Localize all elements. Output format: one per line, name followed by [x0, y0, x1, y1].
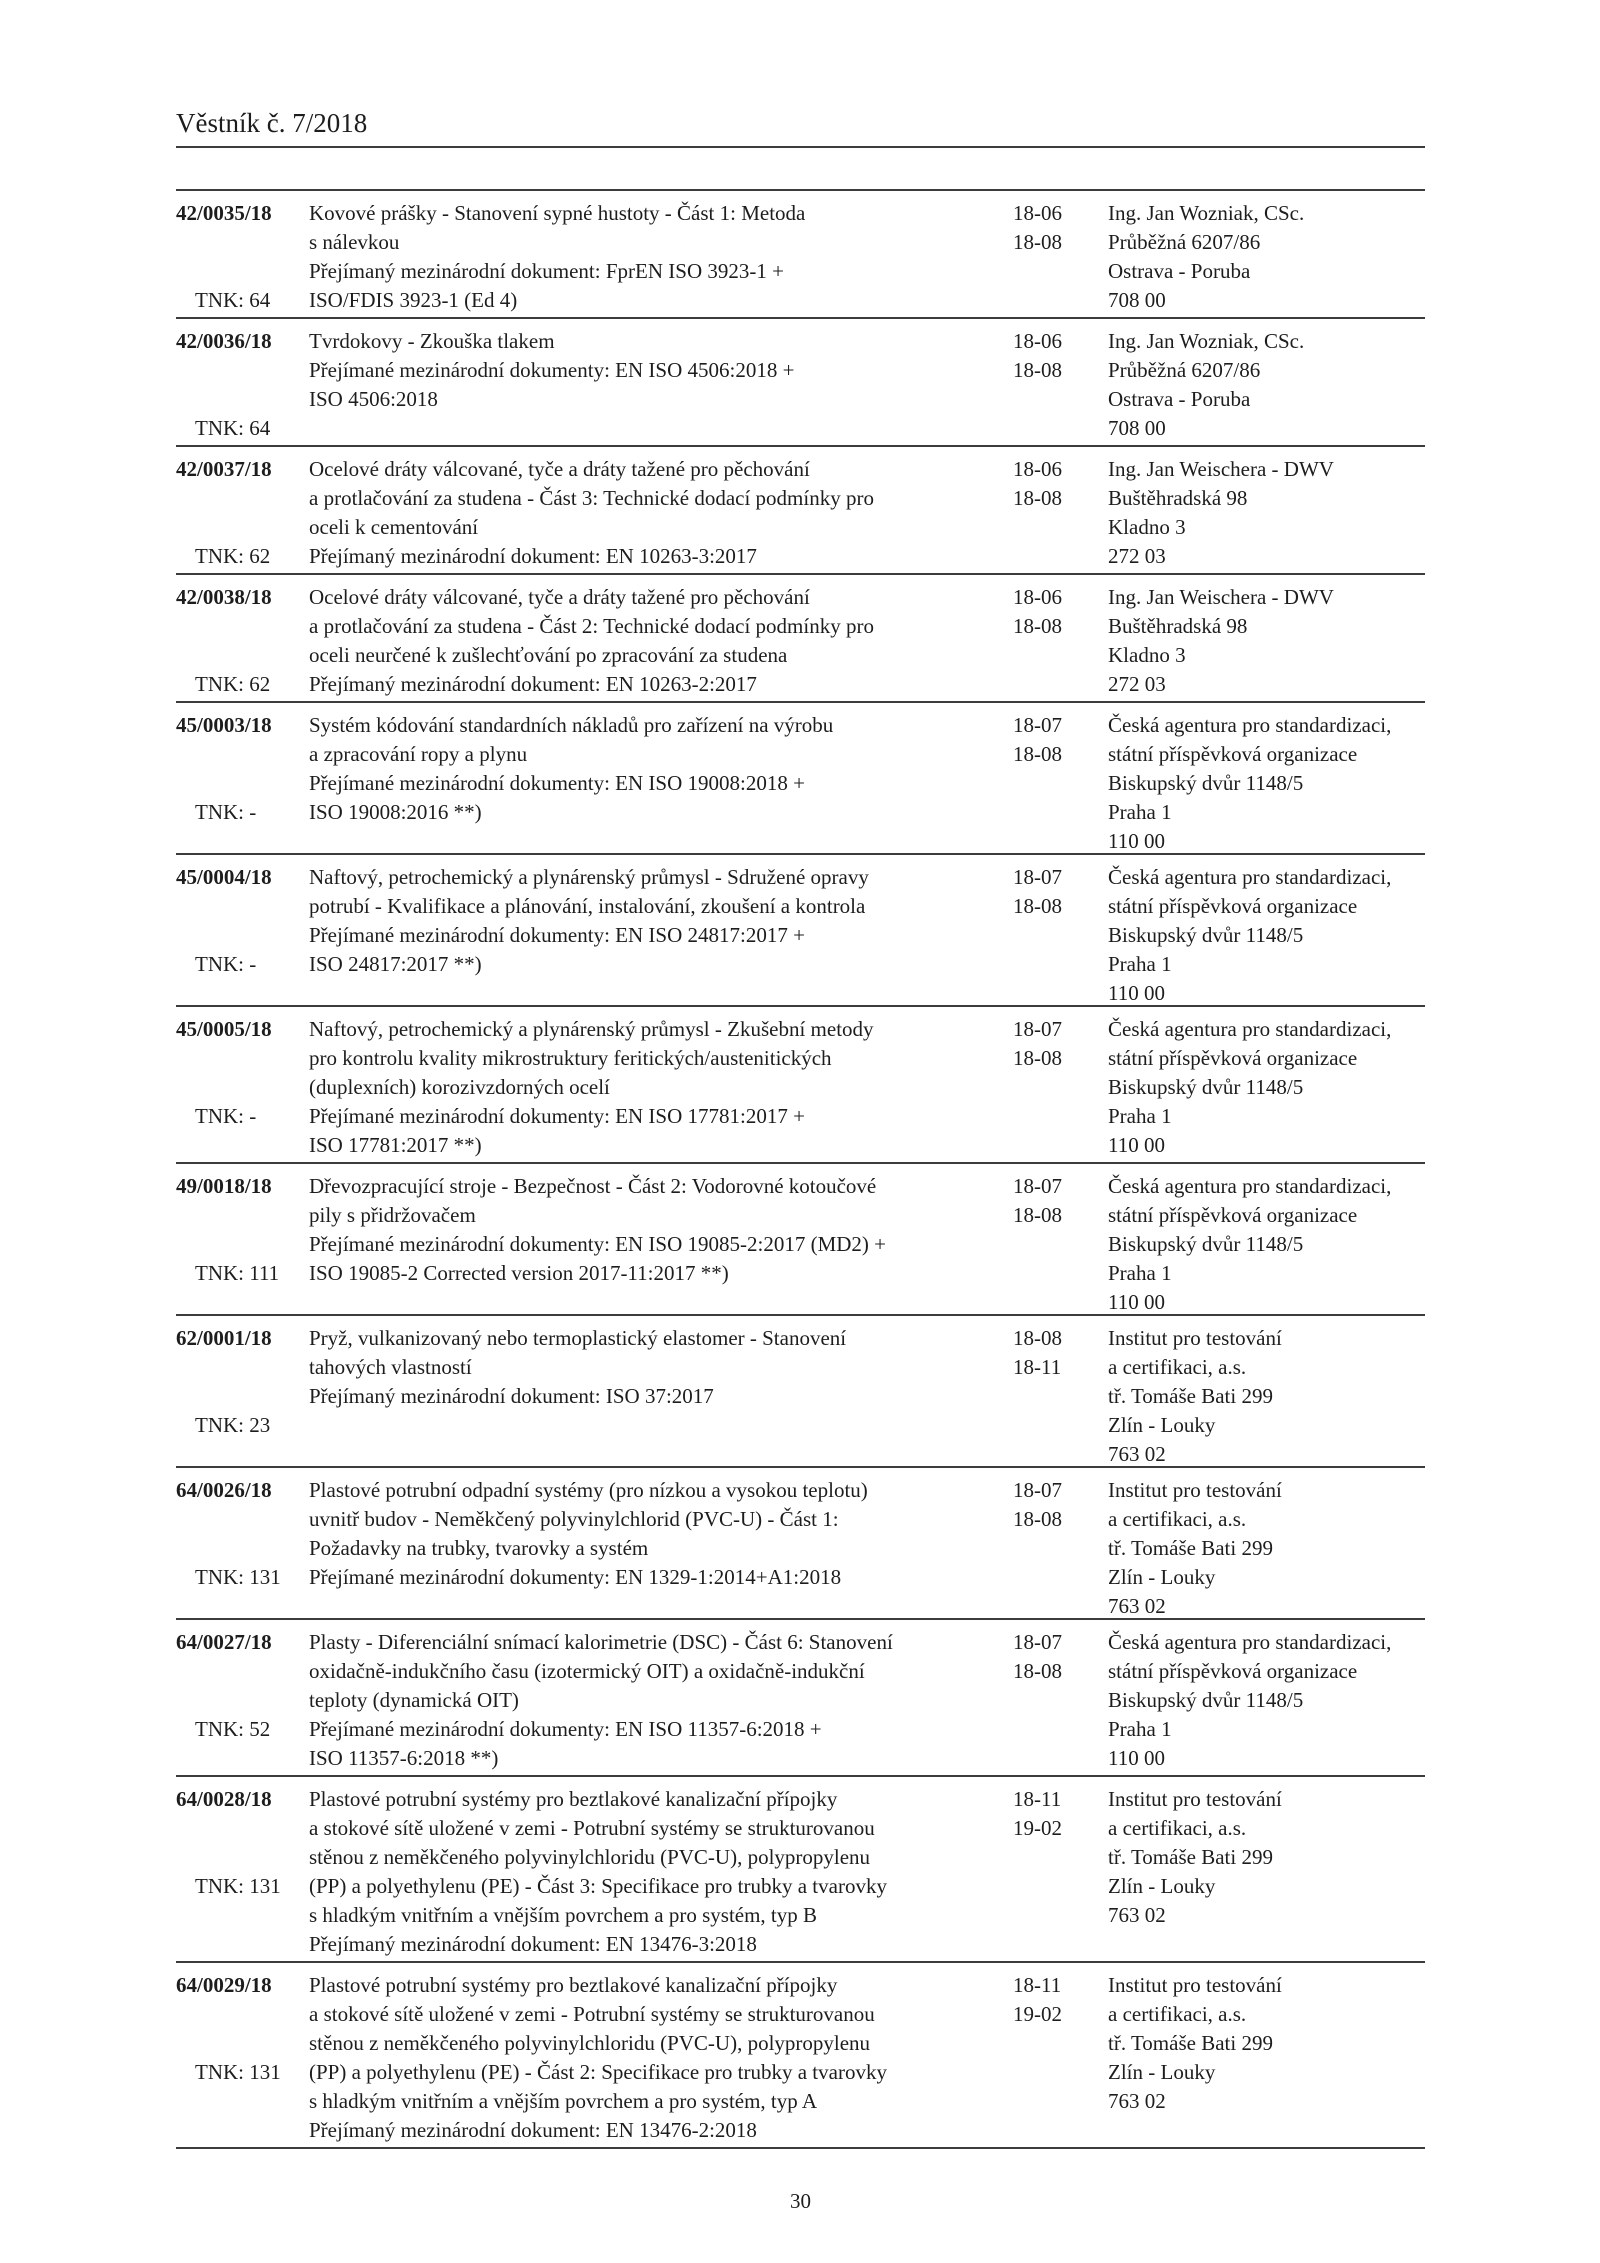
entry-description — [309, 1971, 1009, 2145]
contact-line: Ing. Jan Weischera - DWV — [1108, 457, 1334, 481]
entry-dates — [1013, 1628, 1062, 1686]
entry-tnk: TNK: 64 — [195, 416, 271, 440]
entry-id: 45/0005/18 — [176, 1017, 272, 1041]
description-line: Přejímané mezinárodní dokumenty: EN 1329-1:2014+A1:2018 — [309, 1565, 842, 1589]
entry-contact — [1108, 711, 1428, 856]
entry-tnk: TNK: 131 — [195, 2060, 281, 2084]
entry-tnk: TNK: 62 — [195, 544, 271, 568]
entry-id: 64/0028/18 — [176, 1787, 272, 1811]
table-row — [176, 1005, 1425, 1162]
contact-line: 110 00 — [1108, 1746, 1165, 1770]
entry-dates — [1013, 583, 1062, 641]
date-value: 18-06 — [1013, 329, 1062, 353]
entry-tnk: TNK: - — [195, 800, 257, 824]
table-row — [176, 317, 1425, 445]
contact-line: a certifikaci, a.s. — [1108, 1816, 1247, 1840]
date-value: 18-11 — [1013, 1787, 1062, 1811]
entry-id: 42/0037/18 — [176, 457, 272, 481]
contact-line: Praha 1 — [1108, 800, 1172, 824]
table-row — [176, 1466, 1425, 1618]
contact-line: 272 03 — [1108, 672, 1166, 696]
contact-line: Ostrava - Poruba — [1108, 259, 1251, 283]
description-line: a stokové sítě uložené v zemi - Potrubní systémy se strukturovanou — [309, 1816, 875, 1840]
contact-line: a certifikaci, a.s. — [1108, 2002, 1247, 2026]
description-line: Přejímaný mezinárodní dokument: FprEN ISO 3923-1 + — [309, 259, 784, 283]
entry-contact — [1108, 1015, 1428, 1160]
date-value: 18-06 — [1013, 201, 1062, 225]
entry-description — [309, 1628, 1009, 1773]
contact-line: Ostrava - Poruba — [1108, 387, 1251, 411]
date-value: 18-07 — [1013, 1017, 1062, 1041]
contact-line: státní příspěvková organizace — [1108, 1203, 1358, 1227]
entry-contact — [1108, 199, 1428, 315]
description-line: ISO/FDIS 3923-1 (Ed 4) — [309, 288, 518, 312]
contact-line: Praha 1 — [1108, 1104, 1172, 1128]
description-line: oceli k cementování — [309, 515, 479, 539]
date-value: 18-11 — [1013, 1973, 1062, 1997]
description-line: Ocelové dráty válcované, tyče a dráty tažené pro pěchování — [309, 585, 810, 609]
contact-line: Biskupský dvůr 1148/5 — [1108, 771, 1304, 795]
table-row — [176, 1162, 1425, 1314]
description-line: ISO 17781:2017 **) — [309, 1133, 482, 1157]
description-line: s hladkým vnitřním a vnějším povrchem a pro systém, typ B — [309, 1903, 818, 1927]
contact-line: Ing. Jan Weischera - DWV — [1108, 585, 1334, 609]
description-line: potrubí - Kvalifikace a plánování, instalování, zkoušení a kontrola — [309, 894, 866, 918]
entry-tnk: TNK: - — [195, 952, 257, 976]
entry-description — [309, 583, 1009, 699]
description-line: Požadavky na trubky, tvarovky a systém — [309, 1536, 649, 1560]
entry-description — [309, 1015, 1009, 1160]
description-line: Plastové potrubní systémy pro beztlakové kanalizační přípojky — [309, 1973, 838, 1997]
entry-dates — [1013, 455, 1062, 513]
contact-line: 708 00 — [1108, 416, 1166, 440]
description-line: Systém kódování standardních nákladů pro zařízení na výrobu — [309, 713, 834, 737]
description-line: Přejímaný mezinárodní dokument: EN 13476-2:2018 — [309, 2118, 757, 2142]
entry-description — [309, 327, 1009, 414]
contact-line: 763 02 — [1108, 1594, 1166, 1618]
date-value: 18-08 — [1013, 894, 1062, 918]
contact-line: Buštěhradská 98 — [1108, 614, 1248, 638]
entry-id: 42/0035/18 — [176, 201, 272, 225]
contact-line: Biskupský dvůr 1148/5 — [1108, 923, 1304, 947]
description-line: a protlačování za studena - Část 2: Technické dodací podmínky pro — [309, 614, 874, 638]
entry-tnk: TNK: 131 — [195, 1874, 281, 1898]
contact-line: Česká agentura pro standardizaci, — [1108, 865, 1392, 889]
entry-tnk: TNK: 131 — [195, 1565, 281, 1589]
description-line: Pryž, vulkanizovaný nebo termoplastický elastomer - Stanovení — [309, 1326, 847, 1350]
description-line: a zpracování ropy a plynu — [309, 742, 528, 766]
description-line: Přejímaný mezinárodní dokument: EN 10263-3:2017 — [309, 544, 757, 568]
entry-dates — [1013, 1785, 1062, 1843]
description-line: Přejímané mezinárodní dokumenty: EN ISO 19085-2:2017 (MD2) + — [309, 1232, 886, 1256]
contact-line: Česká agentura pro standardizaci, — [1108, 713, 1392, 737]
contact-line: 110 00 — [1108, 1133, 1165, 1157]
description-line: (duplexních) korozivzdorných ocelí — [309, 1075, 610, 1099]
table-row — [176, 573, 1425, 701]
contact-line: a certifikaci, a.s. — [1108, 1355, 1247, 1379]
description-line: Přejímané mezinárodní dokumenty: EN ISO 11357-6:2018 + — [309, 1717, 822, 1741]
description-line: Ocelové dráty válcované, tyče a dráty tažené pro pěchování — [309, 457, 810, 481]
description-line: Přejímaný mezinárodní dokument: ISO 37:2017 — [309, 1384, 714, 1408]
entry-contact — [1108, 1971, 1428, 2116]
entry-dates — [1013, 863, 1062, 921]
contact-line: 110 00 — [1108, 829, 1165, 853]
description-line: ISO 4506:2018 — [309, 387, 438, 411]
contact-line: tř. Tomáše Bati 299 — [1108, 1384, 1273, 1408]
entry-id: 42/0036/18 — [176, 329, 272, 353]
entry-description — [309, 199, 1009, 315]
description-line: ISO 19008:2016 **) — [309, 800, 482, 824]
entry-description — [309, 711, 1009, 827]
description-line: Dřevozpracující stroje - Bezpečnost - Část 2: Vodorovné kotoučové — [309, 1174, 877, 1198]
contact-line: státní příspěvková organizace — [1108, 1659, 1358, 1683]
entry-dates — [1013, 1476, 1062, 1534]
description-line: Naftový, petrochemický a plynárenský průmysl - Sdružené opravy — [309, 865, 869, 889]
contact-line: Buštěhradská 98 — [1108, 486, 1248, 510]
entry-tnk: TNK: 23 — [195, 1413, 271, 1437]
contact-line: 110 00 — [1108, 1290, 1165, 1314]
entry-contact — [1108, 863, 1428, 1008]
description-line: pily s přidržovačem — [309, 1203, 476, 1227]
date-value: 18-07 — [1013, 713, 1062, 737]
date-value: 18-08 — [1013, 614, 1062, 638]
description-line: Přejímaný mezinárodní dokument: EN 10263-2:2017 — [309, 672, 757, 696]
entry-contact — [1108, 583, 1428, 699]
description-line: ISO 24817:2017 **) — [309, 952, 482, 976]
entry-tnk: TNK: 52 — [195, 1717, 271, 1741]
entry-id: 64/0029/18 — [176, 1973, 272, 1997]
description-line: Naftový, petrochemický a plynárenský průmysl - Zkušební metody — [309, 1017, 874, 1041]
entry-description — [309, 1476, 1009, 1592]
table-row — [176, 701, 1425, 853]
page-number: 30 — [790, 2189, 811, 2213]
date-value: 18-08 — [1013, 1203, 1062, 1227]
contact-line: Institut pro testování — [1108, 1973, 1282, 1997]
entry-contact — [1108, 1324, 1428, 1469]
description-line: Kovové prášky - Stanovení sypné hustoty - Část 1: Metoda — [309, 201, 806, 225]
table-row — [176, 1961, 1425, 2147]
contact-line: a certifikaci, a.s. — [1108, 1507, 1247, 1531]
description-line: Plastové potrubní odpadní systémy (pro nízkou a vysokou teplotu) — [309, 1478, 868, 1502]
entry-tnk: TNK: 111 — [195, 1261, 280, 1285]
description-line: stěnou z neměkčeného polyvinylchloridu (PVC-U), polypropylenu — [309, 2031, 871, 2055]
date-value: 18-08 — [1013, 1507, 1062, 1531]
date-value: 19-02 — [1013, 1816, 1062, 1840]
date-value: 18-08 — [1013, 1659, 1062, 1683]
entry-tnk: TNK: 62 — [195, 672, 271, 696]
description-line: Přejímané mezinárodní dokumenty: EN ISO 4506:2018 + — [309, 358, 795, 382]
contact-line: 763 02 — [1108, 2089, 1166, 2113]
entry-contact — [1108, 1476, 1428, 1621]
description-line: Přejímané mezinárodní dokumenty: EN ISO 17781:2017 + — [309, 1104, 805, 1128]
entry-dates — [1013, 1971, 1062, 2029]
entry-contact — [1108, 1785, 1428, 1930]
contact-line: Institut pro testování — [1108, 1478, 1282, 1502]
contact-line: Institut pro testování — [1108, 1326, 1282, 1350]
description-line: ISO 19085-2 Corrected version 2017-11:2017 **) — [309, 1261, 729, 1285]
description-line: a stokové sítě uložené v zemi - Potrubní systémy se strukturovanou — [309, 2002, 875, 2026]
contact-line: 110 00 — [1108, 981, 1165, 1005]
contact-line: Česká agentura pro standardizaci, — [1108, 1017, 1392, 1041]
description-line: s hladkým vnitřním a vnějším povrchem a pro systém, typ A — [309, 2089, 818, 2113]
contact-line: Biskupský dvůr 1148/5 — [1108, 1075, 1304, 1099]
entry-dates — [1013, 1015, 1062, 1073]
date-value: 18-08 — [1013, 742, 1062, 766]
description-line: ISO 11357-6:2018 **) — [309, 1746, 499, 1770]
contact-line: Kladno 3 — [1108, 515, 1186, 539]
contact-line: 763 02 — [1108, 1903, 1166, 1927]
description-line: uvnitř budov - Neměkčený polyvinylchlorid (PVC-U) - Část 1: — [309, 1507, 839, 1531]
description-line: Přejímaný mezinárodní dokument: EN 13476-3:2018 — [309, 1932, 757, 1956]
contact-line: Biskupský dvůr 1148/5 — [1108, 1232, 1304, 1256]
description-line: Plastové potrubní systémy pro beztlakové kanalizační přípojky — [309, 1787, 838, 1811]
table-row — [176, 1314, 1425, 1466]
date-value: 18-07 — [1013, 865, 1062, 889]
contact-line: Česká agentura pro standardizaci, — [1108, 1174, 1392, 1198]
contact-line: Ing. Jan Wozniak, CSc. — [1108, 201, 1305, 225]
description-line: Plasty - Diferenciální snímací kalorimetrie (DSC) - Část 6: Stanovení — [309, 1630, 893, 1654]
entry-id: 45/0003/18 — [176, 713, 272, 737]
contact-line: Průběžná 6207/86 — [1108, 230, 1261, 254]
description-line: s nálevkou — [309, 230, 400, 254]
contact-line: Ing. Jan Wozniak, CSc. — [1108, 329, 1305, 353]
description-line: tahových vlastností — [309, 1355, 472, 1379]
contact-line: Biskupský dvůr 1148/5 — [1108, 1688, 1304, 1712]
contact-line: tř. Tomáše Bati 299 — [1108, 2031, 1273, 2055]
date-value: 18-08 — [1013, 230, 1062, 254]
date-value: 18-08 — [1013, 486, 1062, 510]
description-line: Tvrdokovy - Zkouška tlakem — [309, 329, 555, 353]
entry-id: 49/0018/18 — [176, 1174, 272, 1198]
description-line: oceli neurčené k zušlechťování po zpracování za studena — [309, 643, 788, 667]
contact-line: Zlín - Louky — [1108, 1874, 1216, 1898]
page-header-title: Věstník č. 7/2018 — [176, 0, 1425, 148]
entry-contact — [1108, 1172, 1428, 1317]
entry-description — [309, 455, 1009, 571]
contact-line: Zlín - Louky — [1108, 1413, 1216, 1437]
date-value: 18-06 — [1013, 457, 1062, 481]
date-value: 18-11 — [1013, 1355, 1062, 1379]
document-page — [176, 0, 1425, 2216]
contact-line: 763 02 — [1108, 1442, 1166, 1466]
entry-contact — [1108, 327, 1428, 443]
date-value: 18-08 — [1013, 1326, 1062, 1350]
entry-id: 62/0001/18 — [176, 1326, 272, 1350]
contact-line: Zlín - Louky — [1108, 2060, 1216, 2084]
contact-line: Kladno 3 — [1108, 643, 1186, 667]
description-line: pro kontrolu kvality mikrostruktury feritických/austenitických — [309, 1046, 832, 1070]
contact-line: Institut pro testování — [1108, 1787, 1282, 1811]
entry-description — [309, 1324, 1009, 1411]
contact-line: Česká agentura pro standardizaci, — [1108, 1630, 1392, 1654]
description-line: (PP) a polyethylenu (PE) - Část 2: Specifikace pro trubky a tvarovky — [309, 2060, 887, 2084]
table-row — [176, 191, 1425, 317]
entry-description — [309, 1785, 1009, 1959]
entry-tnk: TNK: 64 — [195, 288, 271, 312]
contact-line: státní příspěvková organizace — [1108, 742, 1358, 766]
entry-dates — [1013, 327, 1062, 385]
entry-dates — [1013, 199, 1062, 257]
contact-line: 708 00 — [1108, 288, 1166, 312]
entry-id: 64/0026/18 — [176, 1478, 272, 1502]
table-row — [176, 1775, 1425, 1961]
date-value: 19-02 — [1013, 2002, 1062, 2026]
entry-contact — [1108, 1628, 1428, 1773]
description-line: (PP) a polyethylenu (PE) - Část 3: Specifikace pro trubky a tvarovky — [309, 1874, 887, 1898]
contact-line: státní příspěvková organizace — [1108, 894, 1358, 918]
entry-dates — [1013, 711, 1062, 769]
entry-tnk: TNK: - — [195, 1104, 257, 1128]
contact-line: 272 03 — [1108, 544, 1166, 568]
contact-line: Praha 1 — [1108, 1717, 1172, 1741]
description-line: stěnou z neměkčeného polyvinylchloridu (PVC-U), polypropylenu — [309, 1845, 871, 1869]
description-line: Přejímané mezinárodní dokumenty: EN ISO 19008:2018 + — [309, 771, 805, 795]
table-row — [176, 1618, 1425, 1775]
entry-contact — [1108, 455, 1428, 571]
date-value: 18-06 — [1013, 585, 1062, 609]
entry-id: 45/0004/18 — [176, 865, 272, 889]
date-value: 18-08 — [1013, 358, 1062, 382]
entry-dates — [1013, 1324, 1062, 1382]
contact-line: tř. Tomáše Bati 299 — [1108, 1845, 1273, 1869]
contact-line: státní příspěvková organizace — [1108, 1046, 1358, 1070]
description-line: teploty (dynamická OIT) — [309, 1688, 519, 1712]
contact-line: Zlín - Louky — [1108, 1565, 1216, 1589]
contact-line: tř. Tomáše Bati 299 — [1108, 1536, 1273, 1560]
date-value: 18-07 — [1013, 1630, 1062, 1654]
description-line: Přejímané mezinárodní dokumenty: EN ISO 24817:2017 + — [309, 923, 805, 947]
entry-description — [309, 863, 1009, 979]
description-line: oxidačně-indukčního času (izotermický OIT) a oxidačně-indukční — [309, 1659, 865, 1683]
table-row — [176, 445, 1425, 573]
date-value: 18-07 — [1013, 1174, 1062, 1198]
table-row — [176, 853, 1425, 1005]
date-value: 18-08 — [1013, 1046, 1062, 1070]
date-value: 18-07 — [1013, 1478, 1062, 1502]
entry-dates — [1013, 1172, 1062, 1230]
entry-id: 42/0038/18 — [176, 585, 272, 609]
contact-line: Průběžná 6207/86 — [1108, 358, 1261, 382]
standards-table — [176, 189, 1425, 2149]
entry-id: 64/0027/18 — [176, 1630, 272, 1654]
contact-line: Praha 1 — [1108, 952, 1172, 976]
description-line: a protlačování za studena - Část 3: Technické dodací podmínky pro — [309, 486, 874, 510]
contact-line: Praha 1 — [1108, 1261, 1172, 1285]
entry-description — [309, 1172, 1009, 1288]
